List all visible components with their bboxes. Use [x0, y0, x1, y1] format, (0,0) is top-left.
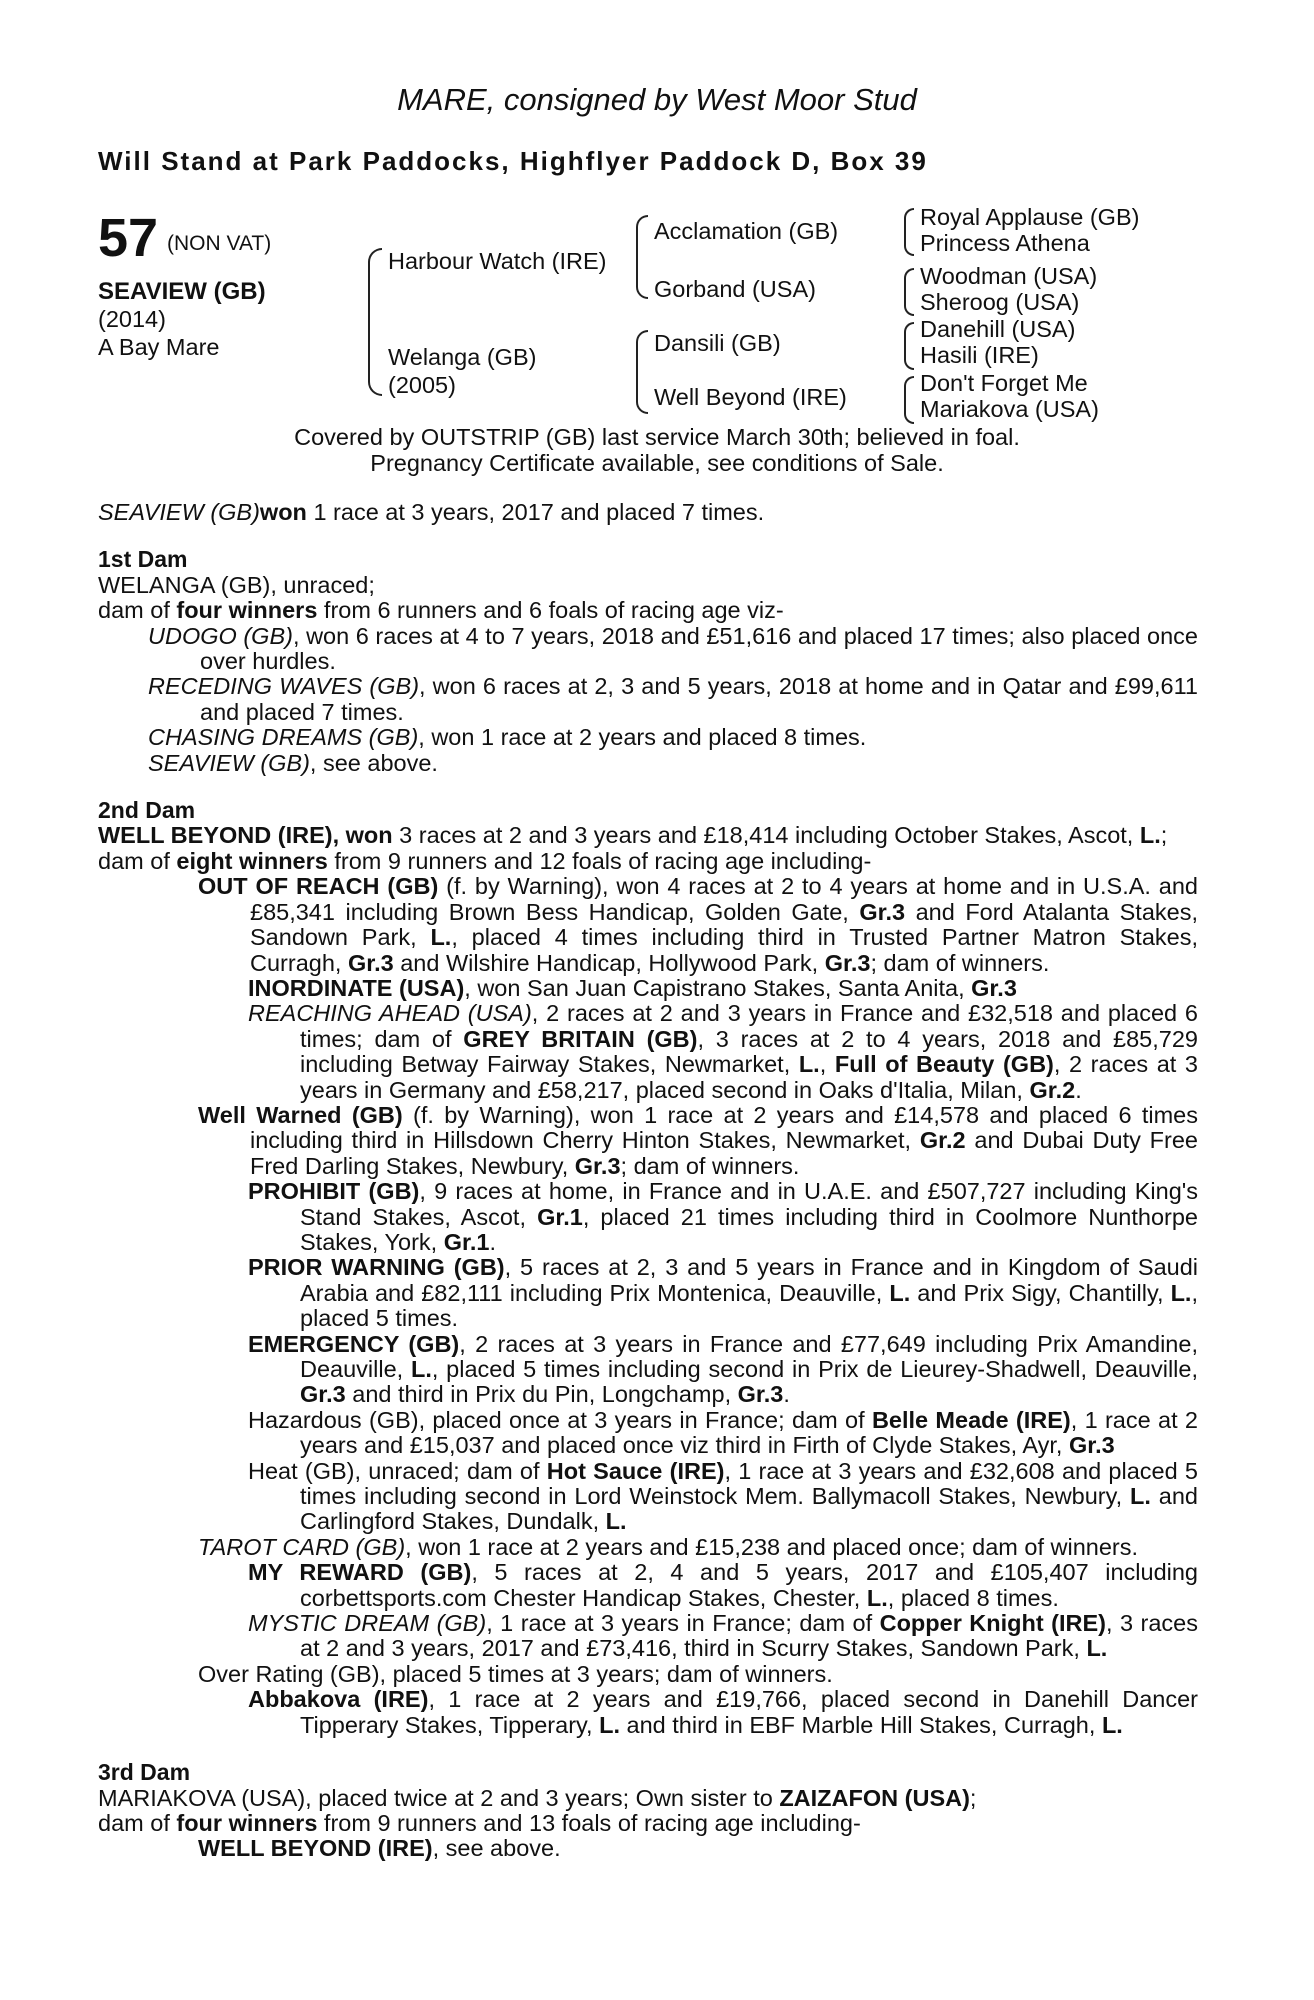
- produce-record: [98, 500, 1198, 1862]
- pedigree-sdd: Sheroog (USA): [920, 289, 1080, 315]
- entry-prior-warning: PRIOR WARNING (GB), 5 races at 2, 3 and 5 years in France and in Kingdom of Saudi Arabia and £82,111 including Prix Montenica, Deauville, L. and Prix Sigy, Chantilly, L., placed 5 times.: [248, 1254, 1198, 1332]
- second-dam-line: WELL BEYOND (IRE), won 3 races at 2 and 3 years and £18,414 including October Stakes, Ascot, L.;: [98, 822, 1168, 849]
- entry-prohibit: PROHIBIT (GB), 9 races at home, in France and in U.A.E. and £507,727 including King's Stand Stakes, Ascot, Gr.1, placed 21 times including third in Coolmore Nunthorpe Stakes, York, Gr.1.: [248, 1178, 1198, 1255]
- entry-receding-waves: RECEDING WAVES (GB), won 6 races at 2, 3 and 5 years, 2018 at home and in Qatar and £99,611 and placed 7 times.: [148, 673, 1198, 725]
- horse-year: (2014): [98, 306, 166, 332]
- entry-over-rating: Over Rating (GB), placed 5 times at 3 years; dam of winners.: [198, 1660, 833, 1687]
- race-summary: SEAVIEW (GB)won 1 race at 3 years, 2017 and placed 7 times.: [98, 499, 765, 525]
- pedigree-dam: Welanga (GB): [388, 344, 537, 370]
- entry-emergency: EMERGENCY (GB), 2 races at 3 years in France and £77,649 including Prix Amandine, Deauville, L., placed 5 times including second in Prix de Lieurey-Shadwell, Deauville, Gr.3 and third in Prix du Pin, Longchamp, Gr.3.: [248, 1330, 1198, 1408]
- stand-location: Will Stand at Park Paddocks, Highflyer Paddock D, Box 39: [98, 146, 928, 176]
- pedigree-brace-sire: [636, 215, 648, 299]
- third-dam-heading: 3rd Dam: [98, 1759, 191, 1786]
- entry-inordinate: INORDINATE (USA), won San Juan Capistrano Stakes, Santa Anita, Gr.3: [248, 974, 1017, 1001]
- horse-name: SEAVIEW (GB): [98, 278, 266, 305]
- pedigree-sire: Harbour Watch (IRE): [388, 248, 607, 274]
- pedigree-dds: Don't Forget Me: [920, 370, 1088, 396]
- pedigree-ssd: Princess Athena: [920, 230, 1090, 256]
- entry-chasing-dreams: CHASING DREAMS (GB), won 1 race at 2 years and placed 8 times.: [148, 724, 867, 751]
- consignment-title: MARE, consigned by West Moor Stud: [397, 82, 917, 117]
- second-dam-produce: dam of eight winners from 9 runners and 12 foals of racing age including-: [98, 847, 872, 874]
- entry-hazardous: Hazardous (GB), placed once at 3 years in France; dam of Belle Meade (IRE), 1 race at 2 years and £15,037 and placed once viz third in Firth of Clyde Stakes, Ayr, Gr.3: [248, 1406, 1198, 1459]
- first-dam-line: WELANGA (GB), unraced;: [98, 571, 375, 598]
- pedigree-brace-sd: [904, 268, 914, 316]
- entry-well-beyond: WELL BEYOND (IRE), see above.: [198, 1835, 561, 1862]
- entry-reaching-ahead: REACHING AHEAD (USA), 2 races at 2 and 3 years in France and £32,518 and placed 6 times; dam of GREY BRITAIN (GB), 3 races at 2 to 4 years, 2018 and £85,729 including Betway Fairway Stakes, Newmarket, L., Full of Beauty (GB), 2 races at 3 years in Germany and £58,217, placed second in Oaks d'Italia, Milan, Gr.2.: [248, 1000, 1199, 1103]
- pedigree-sss: Royal Applause (GB): [920, 204, 1140, 230]
- covered-note: Covered by OUTSTRIP (GB) last service March 30th; believed in foal.: [294, 424, 1020, 450]
- pedigree-brace-dd: [904, 376, 914, 424]
- pedigree-brace-dam: [636, 330, 648, 414]
- pedigree-ddd: Mariakova (USA): [920, 396, 1099, 422]
- pedigree-brace-gen1: [368, 248, 382, 396]
- third-dam-line: MARIAKOVA (USA), placed twice at 2 and 3 years; Own sister to ZAIZAFON (USA);: [98, 1784, 977, 1811]
- entry-my-reward: MY REWARD (GB), 5 races at 2, 4 and 5 years, 2017 and £105,407 including corbettsports.com Chester Handicap Stakes, Chester, L., placed 8 times.: [248, 1559, 1198, 1611]
- third-dam-produce: dam of four winners from 9 runners and 13 foals of racing age including-: [98, 1809, 861, 1836]
- entry-abbakova: Abbakova (IRE), 1 race at 2 years and £19,766, placed second in Danehill Dancer Tipperary Stakes, Tipperary, L. and third in EBF Marble Hill Stakes, Curragh, L.: [248, 1686, 1199, 1738]
- entry-mystic-dream: MYSTIC DREAM (GB), 1 race at 3 years in France; dam of Copper Knight (IRE), 3 races at 2 and 3 years, 2017 and £73,416, third in Scurry Stakes, Sandown Park, L.: [248, 1610, 1198, 1662]
- entry-heat: Heat (GB), unraced; dam of Hot Sauce (IRE), 1 race at 3 years and £32,608 and placed 5 times including second in Lord Weinstock Mem. Ballymacoll Stakes, Newbury, L. and Carlingford Stakes, Dundalk, L.: [248, 1457, 1198, 1535]
- entry-seaview: SEAVIEW (GB), see above.: [148, 749, 438, 776]
- pedigree-dam-sire: Dansili (GB): [654, 330, 781, 356]
- entry-out-of-reach: OUT OF REACH (GB) (f. by Warning), won 4 races at 2 to 4 years at home and in U.S.A. and £85,341 including Brown Bess Handicap, Golden Gate, Gr.3 and Ford Atalanta Stakes, Sandown Park, L., placed 4 times including third in Trusted Partner Matron Stakes, Curragh, Gr.3 and Wilshire Handicap, Hollywood Park, Gr.3; dam of winners.: [198, 873, 1199, 976]
- pedigree-sds: Woodman (USA): [920, 263, 1098, 289]
- vat-status: (NON VAT): [167, 232, 272, 255]
- first-dam-heading: 1st Dam: [98, 546, 188, 573]
- pedigree-sire-sire: Acclamation (GB): [654, 218, 839, 244]
- pedigree-dsd: Hasili (IRE): [920, 342, 1039, 368]
- first-dam-produce: dam of four winners from 6 runners and 6 foals of racing age viz-: [98, 597, 784, 624]
- entry-well-warned: Well Warned (GB) (f. by Warning), won 1 race at 2 years and £14,578 and placed 6 times including third in Hillsdown Cherry Hinton Stakes, Newmarket, Gr.2 and Dubai Duty Free Fred Darling Stakes, Newbury, Gr.3; dam of winners.: [198, 1101, 1198, 1179]
- entry-tarot-card: TAROT CARD (GB), won 1 race at 2 years and £15,238 and placed once; dam of winners.: [198, 1533, 1139, 1560]
- pedigree-dss: Danehill (USA): [920, 316, 1076, 342]
- pedigree-brace-ss: [904, 208, 914, 256]
- lot-number: 57: [98, 208, 159, 268]
- second-dam-heading: 2nd Dam: [98, 797, 196, 824]
- pedigree-brace-ds: [904, 322, 914, 370]
- horse-description: A Bay Mare: [98, 334, 220, 360]
- pedigree-dam-year: (2005): [388, 372, 456, 398]
- pregnancy-note: Pregnancy Certificate available, see conditions of Sale.: [370, 450, 944, 476]
- entry-udogo: UDOGO (GB), won 6 races at 4 to 7 years, 2018 and £51,616 and placed 17 times; also placed once over hurdles.: [148, 622, 1198, 675]
- pedigree-dam-dam: Well Beyond (IRE): [654, 384, 847, 410]
- pedigree-sire-dam: Gorband (USA): [654, 276, 816, 302]
